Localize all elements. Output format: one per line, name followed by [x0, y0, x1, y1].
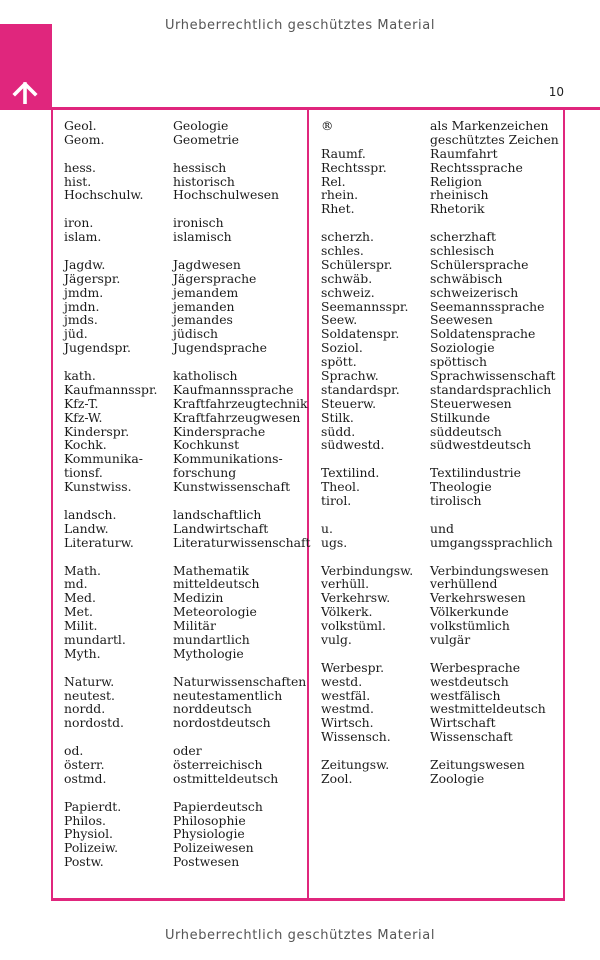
- abbreviation: Kfz-W.: [64, 409, 103, 425]
- abbreviation-row: [321, 577, 561, 591]
- abbreviation-row: [321, 564, 561, 578]
- group-gap: [321, 744, 561, 758]
- expansion: ostmitteldeutsch: [173, 770, 279, 786]
- abbreviation-row: [64, 827, 304, 841]
- abbreviation: Kommunika-: [64, 451, 143, 467]
- abbreviation-row: [64, 133, 304, 147]
- abbreviation-row: [321, 633, 561, 647]
- expansion: Jägersprache: [173, 270, 257, 286]
- abbreviation: u.: [321, 520, 333, 536]
- abbreviation-row: [64, 814, 304, 828]
- abbreviation: Kochk.: [64, 437, 107, 453]
- abbreviation-row: [64, 341, 304, 355]
- abbreviation: schwäb.: [321, 270, 373, 286]
- abbreviation-row: [64, 119, 304, 133]
- abbreviation-row: [64, 716, 304, 730]
- abbreviation-row: [64, 772, 304, 786]
- expansion: umgangssprachlich: [430, 534, 553, 550]
- abbreviation: ostmd.: [64, 770, 107, 786]
- abbreviation: kath.: [64, 368, 96, 384]
- abbreviation: rhein.: [321, 187, 359, 203]
- watermark-top: Urheberrechtlich geschütztes Material: [164, 18, 436, 33]
- abbreviation: jmdn.: [64, 298, 100, 314]
- abbreviation: landsch.: [64, 506, 117, 522]
- abbreviation: schles.: [321, 243, 364, 259]
- abbreviation-row: [64, 313, 304, 327]
- abbreviation-row: [64, 411, 304, 425]
- abbreviation: Hochschulw.: [64, 187, 144, 203]
- abbreviation: nordd.: [64, 701, 106, 717]
- expansion: jüdisch: [173, 326, 218, 342]
- expansion: Völkerkunde: [430, 604, 509, 620]
- abbreviation: ugs.: [321, 534, 348, 550]
- abbreviation-row: [64, 647, 304, 661]
- expansion: Textilindustrie: [430, 465, 521, 481]
- expansion: scherzhaft: [430, 229, 496, 245]
- expansion: österreichisch: [173, 756, 263, 772]
- abbreviation: südd.: [321, 423, 356, 439]
- abbreviation-row: [64, 258, 304, 272]
- top-rule: [52, 107, 600, 110]
- page-number: 10: [548, 85, 564, 99]
- expansion: historisch: [173, 173, 235, 189]
- abbreviation: Wissensch.: [321, 729, 391, 745]
- expansion: jemandes: [173, 312, 233, 328]
- abbreviation: od.: [64, 743, 84, 759]
- abbreviation: Wirtsch.: [321, 715, 374, 731]
- abbreviation-row: [64, 591, 304, 605]
- abbreviation: jüd.: [64, 326, 88, 342]
- column-divider: [307, 108, 309, 900]
- abbreviation: Kinderspr.: [64, 423, 130, 439]
- expansion: Kommunikations-: [173, 451, 283, 467]
- abbreviation: Textilind.: [321, 465, 380, 481]
- expansion: Werbesprache: [430, 659, 521, 675]
- abbreviation: Naturw.: [64, 673, 115, 689]
- abbreviation-row: [64, 855, 304, 869]
- expansion: Religion: [430, 173, 482, 189]
- abbreviation: Philos.: [64, 812, 106, 828]
- abbreviation: tionsf.: [64, 465, 103, 481]
- frame-bottom-border: [51, 898, 565, 901]
- expansion: Geometrie: [173, 131, 239, 147]
- expansion: nordostdeutsch: [173, 715, 271, 731]
- abbreviation: scherzh.: [321, 229, 374, 245]
- expansion: geschütztes Zeichen: [430, 131, 559, 147]
- abbreviation-row: [64, 577, 304, 591]
- abbreviation-row: [321, 175, 561, 189]
- expansion: Theologie: [430, 479, 492, 495]
- expansion: Kraftfahrzeugwesen: [173, 409, 301, 425]
- expansion: schwäbisch: [430, 270, 503, 286]
- abbreviation: Landw.: [64, 520, 109, 536]
- abbreviation-row: [64, 466, 304, 480]
- abbreviation: südwestd.: [321, 437, 385, 453]
- abbreviation-row: [64, 175, 304, 189]
- expansion: südwestdeutsch: [430, 437, 532, 453]
- group-gap: [321, 550, 561, 564]
- abbreviation-row: [64, 425, 304, 439]
- abbreviation: Jugendspr.: [64, 340, 131, 356]
- abbreviation: Steuerw.: [321, 395, 377, 411]
- abbreviation-row: [64, 161, 304, 175]
- abbreviation-row: [64, 216, 304, 230]
- expansion: Philosophie: [173, 812, 246, 828]
- abbreviation: Med.: [64, 590, 96, 606]
- expansion: als Markenzeichen: [430, 118, 549, 133]
- abbreviation-row: [64, 383, 304, 397]
- abbreviation-row: [321, 133, 561, 147]
- abbreviation: Theol.: [321, 479, 360, 495]
- abbreviation: westd.: [321, 673, 363, 689]
- abbreviation: Verkehrsw.: [321, 590, 391, 606]
- group-gap: [64, 730, 304, 744]
- expansion: norddeutsch: [173, 701, 252, 717]
- expansion: Geologie: [173, 118, 229, 133]
- expansion: Zoologie: [430, 770, 485, 786]
- abbreviation-row: [321, 758, 561, 772]
- abbreviation: Werbespr.: [321, 659, 385, 675]
- abbreviation-row: [321, 425, 561, 439]
- abbreviation: volkstüml.: [321, 618, 386, 634]
- abbreviation-row: [64, 841, 304, 855]
- abbreviation-row: [64, 619, 304, 633]
- abbreviation-row: [64, 522, 304, 536]
- expansion: Zeitungswesen: [430, 756, 525, 772]
- expansion: Mathematik: [173, 562, 249, 578]
- expansion: Kaufmannssprache: [173, 381, 294, 397]
- group-gap: [64, 786, 304, 800]
- abbreviation-row: [64, 800, 304, 814]
- abbreviation-row: [321, 689, 561, 703]
- abbreviation-row: [321, 147, 561, 161]
- expansion: Kraftfahrzeugtechnik: [173, 395, 308, 411]
- abbreviation-row: [64, 702, 304, 716]
- group-gap: [64, 494, 304, 508]
- abbreviation: westfäl.: [321, 687, 371, 703]
- abbreviation-row: [64, 327, 304, 341]
- abbreviation-row: [321, 730, 561, 744]
- abbreviation-row: [64, 534, 311, 550]
- abbreviation-row: [64, 633, 304, 647]
- abbreviation: ®: [321, 118, 334, 133]
- abbreviation-row: [321, 188, 561, 202]
- abbreviation-row: [64, 188, 304, 202]
- abbreviation: hess.: [64, 159, 96, 175]
- abbreviation-row: [321, 272, 561, 286]
- group-gap: [64, 355, 304, 369]
- expansion: Raumfahrt: [430, 145, 498, 161]
- abbreviation-row: [64, 564, 304, 578]
- abbreviation-row: [321, 522, 561, 536]
- abbreviation-row: [321, 383, 561, 397]
- abbreviation: Jägerspr.: [64, 270, 121, 286]
- abbreviation-row: [321, 286, 561, 300]
- expansion: Kunstwissenschaft: [173, 479, 291, 495]
- expansion: jemandem: [173, 284, 239, 300]
- abbreviation: Physiol.: [64, 826, 113, 842]
- abbreviation-row: [64, 452, 304, 466]
- abbreviation: Soziol.: [321, 340, 363, 356]
- abbreviation-row: [321, 341, 561, 355]
- expansion: Landwirtschaft: [173, 520, 269, 536]
- abbreviation: westmd.: [321, 701, 374, 717]
- abbreviation: Milit.: [64, 618, 98, 634]
- watermark-bottom: Urheberrechtlich geschütztes Material: [164, 928, 436, 943]
- expansion: süddeutsch: [430, 423, 502, 439]
- expansion: hessisch: [173, 159, 227, 175]
- expansion: Wirtschaft: [430, 715, 496, 731]
- expansion: Jagdwesen: [173, 256, 241, 272]
- expansion: ironisch: [173, 215, 224, 231]
- abbreviation-row: [64, 744, 304, 758]
- abbreviation-row: [321, 494, 561, 508]
- expansion: westfälisch: [430, 687, 501, 703]
- abbreviation: Math.: [64, 562, 101, 578]
- abbreviation-row: [321, 438, 561, 452]
- expansion: Soziologie: [430, 340, 495, 356]
- abbreviation-row: [321, 300, 561, 314]
- expansion: mundartlich: [173, 631, 250, 647]
- expansion: islamisch: [173, 229, 232, 245]
- expansion: Soldatensprache: [430, 326, 536, 342]
- expansion: katholisch: [173, 368, 238, 384]
- group-gap: [64, 661, 304, 675]
- abbreviation-row: [64, 605, 304, 619]
- abbreviation: Jagdw.: [64, 256, 106, 272]
- group-gap: [321, 508, 561, 522]
- abbreviation: nordostd.: [64, 715, 124, 731]
- abbreviation: Zool.: [321, 770, 353, 786]
- abbreviation-row: [321, 119, 561, 133]
- abbreviation-row: [64, 438, 304, 452]
- abbreviation: Myth.: [64, 645, 101, 661]
- expansion: Papierdeutsch: [173, 798, 263, 814]
- abbreviation: Rel.: [321, 173, 346, 189]
- abbreviation-row: [321, 591, 561, 605]
- expansion: volkstümlich: [430, 618, 510, 634]
- abbreviation: Kunstwiss.: [64, 479, 132, 495]
- abbreviation-row: [64, 689, 304, 703]
- abbreviation-row: [64, 369, 304, 383]
- abbreviation: tirol.: [321, 493, 352, 509]
- expansion: Kochkunst: [173, 437, 240, 453]
- expansion: Medizin: [173, 590, 224, 606]
- abbreviation: Zeitungsw.: [321, 756, 390, 772]
- expansion: Seewesen: [430, 312, 493, 328]
- abbreviation-row: [321, 313, 561, 327]
- abbreviation-row: [64, 300, 304, 314]
- group-gap: [64, 550, 304, 564]
- abbreviation-row: [321, 702, 561, 716]
- abbreviation: Schülerspr.: [321, 256, 393, 272]
- expansion: neutestamentlich: [173, 687, 283, 703]
- abbreviation-row: [321, 327, 561, 341]
- abbreviation: mundartl.: [64, 631, 126, 647]
- expansion: vulgär: [430, 631, 471, 647]
- expansion: westmitteldeutsch: [430, 701, 546, 717]
- abbreviation: österr.: [64, 756, 105, 772]
- expansion: Verbindungswesen: [430, 562, 549, 578]
- group-gap: [321, 216, 561, 230]
- expansion: Rechtssprache: [430, 159, 523, 175]
- abbreviation: neutest.: [64, 687, 115, 703]
- expansion: Mythologie: [173, 645, 244, 661]
- abbreviation: spött.: [321, 354, 357, 370]
- abbreviation-row: [321, 411, 561, 425]
- expansion: jemanden: [173, 298, 235, 314]
- abbreviation: Sprachw.: [321, 368, 379, 384]
- abbreviation: Verbindungsw.: [321, 562, 414, 578]
- expansion: Sprachwissenschaft: [430, 368, 556, 384]
- expansion: rheinisch: [430, 187, 489, 203]
- abbreviation-row: [321, 675, 561, 689]
- abbreviation: jmds.: [64, 312, 98, 328]
- abbreviation: Soldatenspr.: [321, 326, 400, 342]
- abbreviation-row: [321, 619, 561, 633]
- abbreviation: schweiz.: [321, 284, 375, 300]
- expansion: Literaturwissenschaft: [173, 534, 311, 550]
- expansion: landschaftlich: [173, 506, 262, 522]
- abbreviation-row: [64, 230, 304, 244]
- abbreviation: vulg.: [321, 631, 352, 647]
- abbreviation: jmdm.: [64, 284, 104, 300]
- abbreviation: Postw.: [64, 854, 104, 870]
- abbreviation-row: [321, 369, 561, 383]
- chapter-tab[interactable]: [0, 24, 52, 110]
- abbreviation: Seew.: [321, 312, 358, 328]
- abbreviation-column-right: [321, 119, 561, 786]
- abbreviation-row: [64, 508, 304, 522]
- expansion: Polizeiwesen: [173, 840, 254, 856]
- abbreviation-row: [321, 397, 561, 411]
- abbreviation-row: [321, 244, 561, 258]
- abbreviation: Literaturw.: [64, 534, 134, 550]
- abbreviation: Raumf.: [321, 145, 366, 161]
- expansion: Seemannssprache: [430, 298, 545, 314]
- abbreviation: md.: [64, 576, 88, 592]
- up-arrow-icon[interactable]: [12, 82, 38, 104]
- expansion: oder: [173, 743, 202, 759]
- expansion: Kindersprache: [173, 423, 266, 439]
- abbreviation: Seemannsspr.: [321, 298, 409, 314]
- expansion: Physiologie: [173, 826, 245, 842]
- abbreviation-row: [321, 202, 561, 216]
- group-gap: [64, 244, 304, 258]
- abbreviation: verhüll.: [321, 576, 370, 592]
- abbreviation: Kaufmannsspr.: [64, 381, 158, 397]
- abbreviation-row: [321, 230, 561, 244]
- expansion: schlesisch: [430, 243, 495, 259]
- expansion: forschung: [173, 465, 237, 481]
- abbreviation-row: [321, 661, 561, 675]
- abbreviation: iron.: [64, 215, 94, 231]
- expansion: Hochschulwesen: [173, 187, 280, 203]
- abbreviation-row: [321, 161, 561, 175]
- abbreviation-row: [321, 466, 561, 480]
- abbreviation-row: [321, 355, 561, 369]
- abbreviation-row: [321, 772, 561, 786]
- expansion: Jugendsprache: [173, 340, 267, 356]
- expansion: Steuerwesen: [430, 395, 512, 411]
- abbreviation: islam.: [64, 229, 102, 245]
- abbreviation-row: [321, 536, 561, 550]
- abbreviation-row: [64, 395, 308, 411]
- abbreviation-row: [64, 272, 304, 286]
- abbreviation: Völkerk.: [321, 604, 373, 620]
- expansion: standardsprachlich: [430, 381, 552, 397]
- abbreviation-row: [64, 480, 304, 494]
- abbreviation-row: [64, 758, 304, 772]
- expansion: Stilkunde: [430, 409, 491, 425]
- expansion: Schülersprache: [430, 256, 529, 272]
- abbreviation: Kfz-T.: [64, 395, 99, 411]
- expansion: Meteorologie: [173, 604, 257, 620]
- expansion: Naturwissenschaften: [173, 673, 307, 689]
- expansion: westdeutsch: [430, 673, 509, 689]
- abbreviation: Rhet.: [321, 201, 355, 217]
- group-gap: [321, 452, 561, 466]
- abbreviation-row: [321, 480, 561, 494]
- expansion: Wissenschaft: [430, 729, 513, 745]
- group-gap: [321, 647, 561, 661]
- abbreviation: [321, 133, 430, 147]
- expansion: Verkehrswesen: [430, 590, 526, 606]
- abbreviation-row: [321, 605, 561, 619]
- abbreviation: standardspr.: [321, 381, 400, 397]
- expansion: tirolisch: [430, 493, 482, 509]
- abbreviation-row: [64, 286, 304, 300]
- abbreviation: Met.: [64, 604, 93, 620]
- abbreviation: hist.: [64, 173, 92, 189]
- abbreviation-row: [321, 258, 561, 272]
- abbreviation: Papierdt.: [64, 798, 122, 814]
- abbreviation-row: [321, 716, 561, 730]
- abbreviation: Stilk.: [321, 409, 354, 425]
- abbreviation-column-left: [64, 118, 311, 870]
- frame-right-border: [563, 108, 565, 900]
- frame-left-border: [51, 108, 53, 900]
- expansion: mitteldeutsch: [173, 576, 260, 592]
- expansion: spöttisch: [430, 354, 487, 370]
- expansion: verhüllend: [430, 576, 498, 592]
- expansion: schweizerisch: [430, 284, 519, 300]
- expansion: Postwesen: [173, 854, 240, 870]
- abbreviation: Geol.: [64, 118, 97, 133]
- expansion: und: [430, 520, 454, 536]
- abbreviation-row: [64, 673, 307, 689]
- group-gap: [64, 147, 304, 161]
- group-gap: [64, 202, 304, 216]
- abbreviation: Rechtsspr.: [321, 159, 387, 175]
- expansion: Rhetorik: [430, 201, 485, 217]
- abbreviation: Polizeiw.: [64, 840, 119, 856]
- expansion: Militär: [173, 618, 216, 634]
- abbreviation: Geom.: [64, 131, 105, 147]
